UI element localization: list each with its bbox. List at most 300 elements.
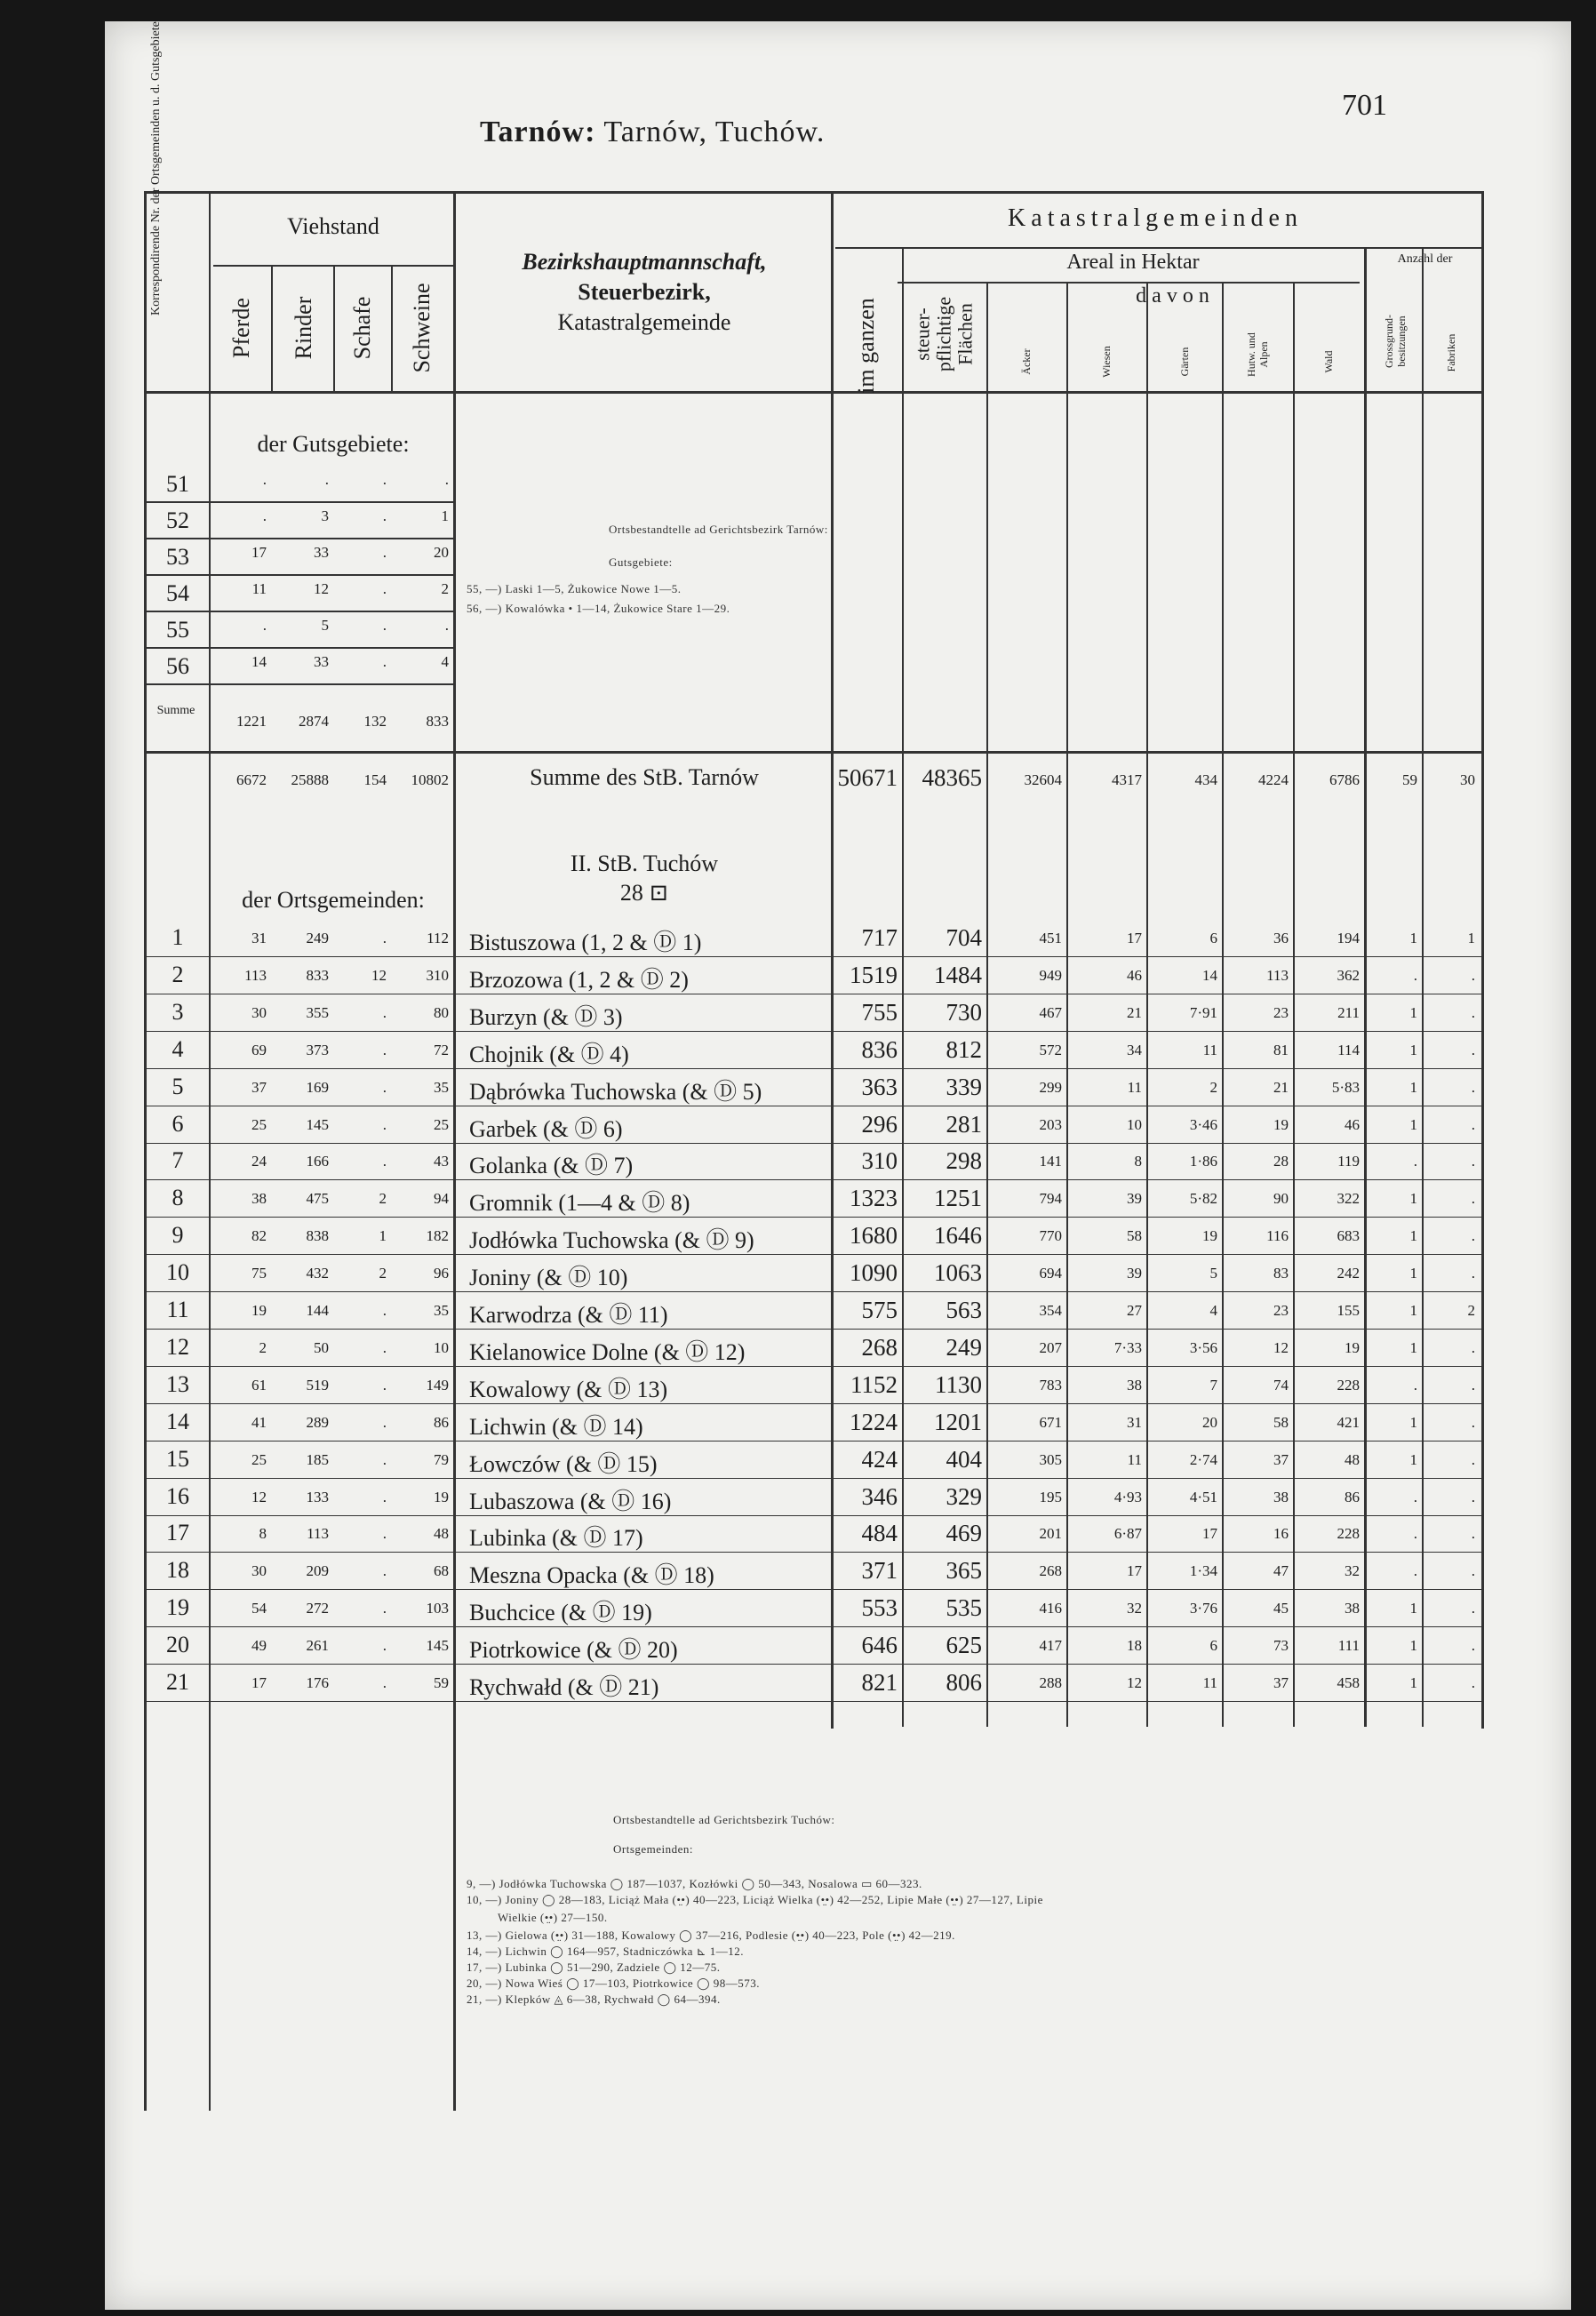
row-katastralgemeinde: Golanka (& Ⓓ 7) bbox=[469, 1153, 634, 1178]
row-gaerten: 17 bbox=[1202, 1525, 1217, 1542]
row-fabriken: . bbox=[1471, 967, 1475, 984]
header-hutw: Hutw. und Alpen bbox=[1245, 332, 1270, 377]
row-wald: 362 bbox=[1337, 967, 1360, 984]
row-wald: 211 bbox=[1337, 1004, 1360, 1021]
row-aecker: 141 bbox=[1039, 1153, 1062, 1170]
header-bezirk-3: Katastralgemeinde bbox=[557, 309, 731, 335]
row-nr: 18 bbox=[166, 1557, 189, 1583]
header-bezirk-2: Steuerbezirk, bbox=[578, 279, 711, 305]
row-rinder: 249 bbox=[306, 930, 329, 946]
row-hutw: 47 bbox=[1273, 1562, 1289, 1579]
row-aecker: 201 bbox=[1039, 1525, 1062, 1542]
summe-gaerten: 434 bbox=[1194, 771, 1217, 788]
row-steuerpflichtige: 563 bbox=[946, 1297, 982, 1323]
row-rinder: 133 bbox=[306, 1489, 329, 1505]
row-schafe: 1 bbox=[379, 1227, 387, 1244]
row-fabriken: . bbox=[1471, 1489, 1475, 1505]
row-schafe: . bbox=[382, 1414, 387, 1431]
footnote-line: Ortsbestandtelle ad Gerichtsbezirk Tuchów: bbox=[613, 1813, 835, 1826]
row-steuerpflichtige: 1251 bbox=[934, 1185, 982, 1211]
row-wald: 242 bbox=[1337, 1265, 1360, 1282]
row-schafe: 12 bbox=[371, 967, 387, 984]
row-im-ganzen: 371 bbox=[861, 1557, 898, 1584]
row-rule bbox=[144, 1515, 1481, 1516]
row-hutw: 23 bbox=[1273, 1302, 1289, 1319]
row-wald: 19 bbox=[1345, 1339, 1360, 1356]
row-rinder: 519 bbox=[306, 1377, 329, 1394]
row-grossgrund: . bbox=[1413, 1525, 1417, 1542]
row-rinder: 838 bbox=[306, 1227, 329, 1244]
row-rule bbox=[144, 1478, 1481, 1479]
row-gaerten: 7·91 bbox=[1189, 1004, 1217, 1021]
gutsgebiete-summe-label: Summe bbox=[156, 704, 196, 717]
row-gaerten: 11 bbox=[1202, 1042, 1217, 1058]
row-katastralgemeinde: Kielanowice Dolne (& Ⓓ 12) bbox=[469, 1339, 746, 1365]
gutsgebiete-summe-pferde: 1221 bbox=[236, 713, 267, 730]
row-pferde: 2 bbox=[259, 1339, 267, 1356]
guts-row-schafe: . bbox=[382, 507, 387, 524]
row-pferde: 17 bbox=[251, 1674, 267, 1691]
row-rule bbox=[144, 1552, 1481, 1553]
footnote-line: Ortsgemeinden: bbox=[613, 1842, 694, 1856]
header-schafe: Schafe bbox=[349, 296, 375, 360]
row-im-ganzen: 1680 bbox=[850, 1222, 898, 1249]
row-grossgrund: . bbox=[1413, 1377, 1417, 1394]
row-hutw: 19 bbox=[1273, 1116, 1289, 1133]
row-aecker: 949 bbox=[1039, 967, 1062, 984]
row-rule bbox=[144, 1143, 1481, 1144]
row-fabriken: . bbox=[1471, 1042, 1475, 1058]
row-aecker: 671 bbox=[1039, 1414, 1062, 1431]
page-title bbox=[480, 116, 825, 149]
guts-row-schweine: 2 bbox=[441, 580, 449, 597]
row-nr: 21 bbox=[166, 1669, 189, 1695]
row-aecker: 794 bbox=[1039, 1190, 1062, 1207]
row-pferde: 69 bbox=[251, 1042, 267, 1058]
row-rinder: 209 bbox=[306, 1562, 329, 1579]
row-gaerten: 7 bbox=[1209, 1377, 1217, 1394]
footnote-line: 13, —) Gielowa (•̤•) 31—188, Kowalowy ◯ 37—216, Podlesie (•̤•) 40—223, Pole (•̤•) 42—219. bbox=[467, 1929, 955, 1942]
row-im-ganzen: 553 bbox=[861, 1594, 898, 1621]
row-hutw: 36 bbox=[1273, 930, 1289, 946]
row-schweine: 35 bbox=[434, 1302, 449, 1319]
guts-row-nr: 54 bbox=[166, 580, 189, 606]
row-schweine: 86 bbox=[434, 1414, 449, 1431]
row-grossgrund: 1 bbox=[1409, 1339, 1417, 1356]
row-katastralgemeinde: Gromnik (1—4 & Ⓓ 8) bbox=[469, 1190, 690, 1216]
guts-row-rinder: . bbox=[324, 471, 329, 488]
guts-note-1: Gutsgebiete: bbox=[609, 555, 673, 569]
row-schweine: 43 bbox=[434, 1153, 449, 1170]
guts-row-schafe: . bbox=[382, 653, 387, 670]
row-im-ganzen: 755 bbox=[861, 999, 898, 1026]
row-fabriken: . bbox=[1471, 1600, 1475, 1617]
row-steuerpflichtige: 365 bbox=[946, 1557, 982, 1584]
row-pferde: 49 bbox=[251, 1637, 267, 1654]
guts-note-0: Ortsbestandtelle ad Gerichtsbezirk Tarnów: bbox=[609, 523, 828, 536]
row-im-ganzen: 821 bbox=[861, 1669, 898, 1696]
summe-schweine: 10802 bbox=[411, 771, 449, 788]
footnote-line: Wielkie (•̤•) 27—150. bbox=[498, 1911, 608, 1924]
row-fabriken: . bbox=[1471, 1674, 1475, 1691]
row-schafe: . bbox=[382, 1637, 387, 1654]
row-gaerten: 4 bbox=[1209, 1302, 1217, 1319]
guts-row-pferde: . bbox=[262, 507, 267, 524]
row-im-ganzen: 1519 bbox=[850, 962, 898, 988]
row-nr: 5 bbox=[172, 1074, 184, 1099]
row-im-ganzen: 268 bbox=[861, 1334, 898, 1361]
row-fabriken: . bbox=[1471, 1637, 1475, 1654]
summe-grossgrund: 59 bbox=[1402, 771, 1417, 788]
row-gaerten: 20 bbox=[1202, 1414, 1217, 1431]
row-aecker: 416 bbox=[1039, 1600, 1062, 1617]
guts-row-pferde: 17 bbox=[251, 544, 267, 561]
summe-steuerpflichtige: 48365 bbox=[922, 764, 982, 791]
header-bezirk-1: Bezirkshauptmannschaft, bbox=[522, 249, 767, 275]
row-wiesen: 11 bbox=[1127, 1079, 1142, 1096]
row-wiesen: 10 bbox=[1127, 1116, 1142, 1133]
row-rinder: 373 bbox=[306, 1042, 329, 1058]
row-schafe: 2 bbox=[379, 1265, 387, 1282]
row-wald: 194 bbox=[1337, 930, 1360, 946]
row-katastralgemeinde: Buchcice (& Ⓓ 19) bbox=[469, 1600, 652, 1625]
row-steuerpflichtige: 339 bbox=[946, 1074, 982, 1100]
row-schafe: . bbox=[382, 1339, 387, 1356]
row-rinder: 176 bbox=[306, 1674, 329, 1691]
row-schweine: 19 bbox=[434, 1489, 449, 1505]
row-wald: 38 bbox=[1345, 1600, 1360, 1617]
row-gaerten: 2·74 bbox=[1189, 1451, 1217, 1468]
row-fabriken: . bbox=[1471, 1414, 1475, 1431]
row-steuerpflichtige: 281 bbox=[946, 1111, 982, 1138]
guts-row-nr: 55 bbox=[166, 617, 189, 643]
row-pferde: 25 bbox=[251, 1116, 267, 1133]
summe-wald: 6786 bbox=[1329, 771, 1360, 788]
row-fabriken: . bbox=[1471, 1451, 1475, 1468]
section-sub: 28 ⊡ bbox=[619, 880, 669, 906]
row-katastralgemeinde: Piotrkowice (& Ⓓ 20) bbox=[469, 1637, 678, 1663]
row-fabriken: . bbox=[1471, 1377, 1475, 1394]
header-davon: davon bbox=[1136, 284, 1215, 307]
row-wald: 86 bbox=[1345, 1489, 1360, 1505]
row-steuerpflichtige: 1063 bbox=[934, 1259, 982, 1286]
header-schweine: Schweine bbox=[409, 283, 435, 373]
guts-row-schweine: 4 bbox=[441, 653, 449, 670]
row-schafe: . bbox=[382, 1153, 387, 1170]
header-pferde: Pferde bbox=[228, 298, 254, 358]
row-im-ganzen: 310 bbox=[861, 1147, 898, 1174]
row-aecker: 299 bbox=[1039, 1079, 1062, 1096]
guts-row-rinder: 12 bbox=[314, 580, 329, 597]
row-grossgrund: 1 bbox=[1409, 1600, 1417, 1617]
row-aecker: 305 bbox=[1039, 1451, 1062, 1468]
row-steuerpflichtige: 625 bbox=[946, 1632, 982, 1658]
row-im-ganzen: 575 bbox=[861, 1297, 898, 1323]
row-fabriken: . bbox=[1471, 1004, 1475, 1021]
guts-row-rinder: 33 bbox=[314, 544, 329, 561]
guts-note-3: 56, —) Kowalówka • 1—14, Żukowice Stare 1—29. bbox=[467, 602, 730, 615]
row-im-ganzen: 646 bbox=[861, 1632, 898, 1658]
header-nr bbox=[149, 191, 203, 315]
row-grossgrund: . bbox=[1413, 967, 1417, 984]
row-wiesen: 38 bbox=[1127, 1377, 1142, 1394]
row-fabriken: 2 bbox=[1467, 1302, 1475, 1319]
row-im-ganzen: 363 bbox=[861, 1074, 898, 1100]
guts-row-schafe: . bbox=[382, 580, 387, 597]
row-hutw: 90 bbox=[1273, 1190, 1289, 1207]
header-rinder: Rinder bbox=[291, 296, 316, 360]
guts-row-nr: 52 bbox=[166, 507, 189, 533]
row-pferde: 41 bbox=[251, 1414, 267, 1431]
row-steuerpflichtige: 730 bbox=[946, 999, 982, 1026]
footnote-line: 10, —) Joniny ◯ 28—183, Liciąż Mała (•̤•) 40—223, Liciąż Wielka (•̤•) 42—252, Lipie Małe (•̤•) 27—127, Lipie bbox=[467, 1893, 1043, 1906]
guts-row-rule bbox=[144, 501, 453, 503]
row-katastralgemeinde: Jodłówka Tuchowska (& Ⓓ 9) bbox=[469, 1227, 754, 1253]
row-nr: 12 bbox=[166, 1334, 189, 1360]
footnote-line: 21, —) Klepków ◬ 6—38, Rychwałd ◯ 64—394. bbox=[467, 1993, 721, 2006]
row-pferde: 31 bbox=[251, 930, 267, 946]
guts-row-rinder: 5 bbox=[321, 617, 329, 634]
row-schweine: 68 bbox=[434, 1562, 449, 1579]
row-aecker: 354 bbox=[1039, 1302, 1062, 1319]
row-schweine: 96 bbox=[434, 1265, 449, 1282]
row-steuerpflichtige: 806 bbox=[946, 1669, 982, 1696]
header-fabriken: Fabriken bbox=[1445, 333, 1457, 372]
title-district: Tarnów: bbox=[480, 116, 596, 148]
guts-row-pferde: 11 bbox=[251, 580, 267, 597]
row-wald: 5·83 bbox=[1331, 1079, 1360, 1096]
summe-aecker: 32604 bbox=[1024, 771, 1062, 788]
row-aecker: 770 bbox=[1039, 1227, 1062, 1244]
row-aecker: 417 bbox=[1039, 1637, 1062, 1654]
row-grossgrund: 1 bbox=[1409, 1079, 1417, 1096]
row-rinder: 169 bbox=[306, 1079, 329, 1096]
row-schweine: 25 bbox=[434, 1116, 449, 1133]
row-steuerpflichtige: 1484 bbox=[934, 962, 982, 988]
row-steuerpflichtige: 298 bbox=[946, 1147, 982, 1174]
row-aecker: 467 bbox=[1039, 1004, 1062, 1021]
row-wald: 228 bbox=[1337, 1377, 1360, 1394]
row-grossgrund: 1 bbox=[1409, 1265, 1417, 1282]
row-katastralgemeinde: Bistuszowa (1, 2 & Ⓓ 1) bbox=[469, 930, 702, 955]
row-rinder: 432 bbox=[306, 1265, 329, 1282]
row-katastralgemeinde: Rychwałd (& Ⓓ 21) bbox=[469, 1674, 659, 1700]
row-gaerten: 1·86 bbox=[1189, 1153, 1217, 1170]
row-im-ganzen: 484 bbox=[861, 1520, 898, 1546]
row-schafe: . bbox=[382, 1377, 387, 1394]
row-fabriken: . bbox=[1471, 1190, 1475, 1207]
row-rule bbox=[144, 1031, 1481, 1032]
row-im-ganzen: 836 bbox=[861, 1036, 898, 1063]
row-steuerpflichtige: 812 bbox=[946, 1036, 982, 1063]
ortsgemeinden-label: der Ortsgemeinden: bbox=[242, 887, 425, 913]
row-im-ganzen: 717 bbox=[861, 924, 898, 951]
row-schweine: 103 bbox=[426, 1600, 449, 1617]
guts-row-schafe: . bbox=[382, 544, 387, 561]
row-hutw: 16 bbox=[1273, 1525, 1289, 1542]
row-wald: 119 bbox=[1337, 1153, 1360, 1170]
row-wiesen: 11 bbox=[1127, 1451, 1142, 1468]
row-katastralgemeinde: Chojnik (& Ⓓ 4) bbox=[469, 1042, 629, 1067]
row-hutw: 45 bbox=[1273, 1600, 1289, 1617]
row-nr: 16 bbox=[166, 1483, 189, 1509]
row-wiesen: 18 bbox=[1127, 1637, 1142, 1654]
row-nr: 6 bbox=[172, 1111, 184, 1137]
row-aecker: 288 bbox=[1039, 1674, 1062, 1691]
header-steuerpflichtige: steuer-pflichtige Flächen bbox=[911, 296, 977, 372]
row-wald: 114 bbox=[1337, 1042, 1360, 1058]
row-aecker: 203 bbox=[1039, 1116, 1062, 1133]
row-nr: 3 bbox=[172, 999, 184, 1025]
row-rule bbox=[144, 1441, 1481, 1442]
row-nr: 20 bbox=[166, 1632, 189, 1657]
row-schafe: . bbox=[382, 1116, 387, 1133]
row-katastralgemeinde: Kowalowy (& Ⓓ 13) bbox=[469, 1377, 668, 1402]
row-gaerten: 3·46 bbox=[1189, 1116, 1217, 1133]
summe-im-ganzen: 50671 bbox=[837, 764, 898, 791]
row-hutw: 37 bbox=[1273, 1674, 1289, 1691]
row-aecker: 207 bbox=[1039, 1339, 1062, 1356]
row-grossgrund: 1 bbox=[1409, 1227, 1417, 1244]
guts-row-schafe: . bbox=[382, 617, 387, 634]
row-schafe: . bbox=[382, 1451, 387, 1468]
row-gaerten: 2 bbox=[1209, 1079, 1217, 1096]
row-pferde: 61 bbox=[251, 1377, 267, 1394]
row-steuerpflichtige: 249 bbox=[946, 1334, 982, 1361]
row-grossgrund: . bbox=[1413, 1562, 1417, 1579]
summe-label: Summe des StB. Tarnów bbox=[530, 764, 759, 790]
guts-row-schweine: 1 bbox=[441, 507, 449, 524]
row-rinder: 185 bbox=[306, 1451, 329, 1468]
summe-pferde: 6672 bbox=[236, 771, 267, 788]
row-schafe: . bbox=[382, 1079, 387, 1096]
row-pferde: 38 bbox=[251, 1190, 267, 1207]
row-wiesen: 7·33 bbox=[1113, 1339, 1142, 1356]
header-areal: Areal in Hektar bbox=[1066, 251, 1200, 274]
row-schweine: 149 bbox=[426, 1377, 449, 1394]
row-rule bbox=[144, 1068, 1481, 1069]
row-pferde: 8 bbox=[259, 1525, 267, 1542]
row-nr: 14 bbox=[166, 1409, 189, 1434]
row-wiesen: 39 bbox=[1127, 1190, 1142, 1207]
row-rule bbox=[144, 1701, 1481, 1702]
row-fabriken: . bbox=[1471, 1339, 1475, 1356]
row-rinder: 113 bbox=[307, 1525, 329, 1542]
row-rinder: 145 bbox=[306, 1116, 329, 1133]
row-gaerten: 19 bbox=[1202, 1227, 1217, 1244]
row-grossgrund: 1 bbox=[1409, 1414, 1417, 1431]
row-schweine: 112 bbox=[427, 930, 449, 946]
title-subdistricts: Tarnów, Tuchów. bbox=[603, 116, 826, 148]
row-rule bbox=[144, 1366, 1481, 1367]
row-grossgrund: 1 bbox=[1409, 1451, 1417, 1468]
row-nr: 8 bbox=[172, 1185, 184, 1210]
row-nr: 15 bbox=[166, 1446, 189, 1472]
row-wald: 683 bbox=[1337, 1227, 1360, 1244]
row-pferde: 19 bbox=[251, 1302, 267, 1319]
guts-row-pferde: . bbox=[262, 471, 267, 488]
row-steuerpflichtige: 329 bbox=[946, 1483, 982, 1510]
row-katastralgemeinde: Karwodrza (& Ⓓ 11) bbox=[469, 1302, 668, 1328]
row-rinder: 272 bbox=[306, 1600, 329, 1617]
row-hutw: 74 bbox=[1273, 1377, 1289, 1394]
row-grossgrund: 1 bbox=[1409, 1674, 1417, 1691]
summe-hutw: 4224 bbox=[1258, 771, 1289, 788]
row-steuerpflichtige: 1130 bbox=[935, 1371, 982, 1398]
row-wald: 458 bbox=[1337, 1674, 1360, 1691]
guts-row-rule bbox=[144, 611, 453, 612]
row-rule bbox=[144, 1179, 1481, 1180]
row-rinder: 144 bbox=[306, 1302, 329, 1319]
row-steuerpflichtige: 1201 bbox=[934, 1409, 982, 1435]
row-rinder: 50 bbox=[314, 1339, 329, 1356]
row-katastralgemeinde: Meszna Opacka (& Ⓓ 18) bbox=[469, 1562, 714, 1588]
page-number: 701 bbox=[1342, 89, 1387, 122]
guts-row-rinder: 3 bbox=[321, 507, 329, 524]
row-grossgrund: 1 bbox=[1409, 1190, 1417, 1207]
row-katastralgemeinde: Dąbrówka Tuchowska (& Ⓓ 5) bbox=[469, 1079, 762, 1105]
row-fabriken: . bbox=[1471, 1153, 1475, 1170]
row-rule bbox=[144, 1664, 1481, 1665]
row-rule bbox=[144, 1217, 1481, 1218]
row-pferde: 82 bbox=[251, 1227, 267, 1244]
guts-row-rule bbox=[144, 538, 453, 539]
row-fabriken: . bbox=[1471, 1265, 1475, 1282]
summe-wiesen: 4317 bbox=[1112, 771, 1142, 788]
row-fabriken: . bbox=[1471, 1525, 1475, 1542]
row-grossgrund: . bbox=[1413, 1489, 1417, 1505]
gutsgebiete-summe-schafe: 132 bbox=[363, 713, 387, 730]
row-wald: 421 bbox=[1337, 1414, 1360, 1431]
row-fabriken: . bbox=[1471, 1116, 1475, 1133]
row-pferde: 113 bbox=[244, 967, 267, 984]
row-gaerten: 4·51 bbox=[1189, 1489, 1217, 1505]
guts-row-schafe: . bbox=[382, 471, 387, 488]
row-wald: 228 bbox=[1337, 1525, 1360, 1542]
row-nr: 13 bbox=[166, 1371, 189, 1397]
row-schafe: . bbox=[382, 930, 387, 946]
summe-schafe: 154 bbox=[363, 771, 387, 788]
header-grossgrund: Grossgrund-besitzungen bbox=[1383, 315, 1408, 368]
row-nr: 7 bbox=[172, 1147, 184, 1173]
footnote-line: 14, —) Lichwin ◯ 164—957, Stadniczówka ⊾ 1—12. bbox=[467, 1945, 745, 1958]
row-wiesen: 27 bbox=[1127, 1302, 1142, 1319]
row-rule bbox=[144, 1589, 1481, 1590]
header-katastral: Katastralgemeinden bbox=[1008, 204, 1303, 232]
row-wiesen: 8 bbox=[1134, 1153, 1142, 1170]
row-im-ganzen: 1152 bbox=[850, 1371, 898, 1398]
row-wald: 32 bbox=[1345, 1562, 1360, 1579]
row-hutw: 23 bbox=[1273, 1004, 1289, 1021]
gutsgebiete-label: der Gutsgebiete: bbox=[257, 431, 410, 457]
row-wiesen: 58 bbox=[1127, 1227, 1142, 1244]
row-schafe: . bbox=[382, 1489, 387, 1505]
row-grossgrund: 1 bbox=[1409, 1042, 1417, 1058]
guts-row-rule bbox=[144, 647, 453, 649]
row-hutw: 113 bbox=[1266, 967, 1289, 984]
guts-row-nr: 56 bbox=[166, 653, 189, 679]
row-schafe: . bbox=[382, 1600, 387, 1617]
row-schafe: . bbox=[382, 1674, 387, 1691]
row-aecker: 694 bbox=[1039, 1265, 1062, 1282]
guts-row-pferde: . bbox=[262, 617, 267, 634]
row-wiesen: 12 bbox=[1127, 1674, 1142, 1691]
row-wald: 46 bbox=[1345, 1116, 1360, 1133]
section-title: II. StB. Tuchów bbox=[570, 851, 719, 876]
row-katastralgemeinde: Lubinka (& Ⓓ 17) bbox=[469, 1525, 643, 1551]
row-hutw: 12 bbox=[1273, 1339, 1289, 1356]
header-gaerten: Gärten bbox=[1178, 347, 1191, 377]
